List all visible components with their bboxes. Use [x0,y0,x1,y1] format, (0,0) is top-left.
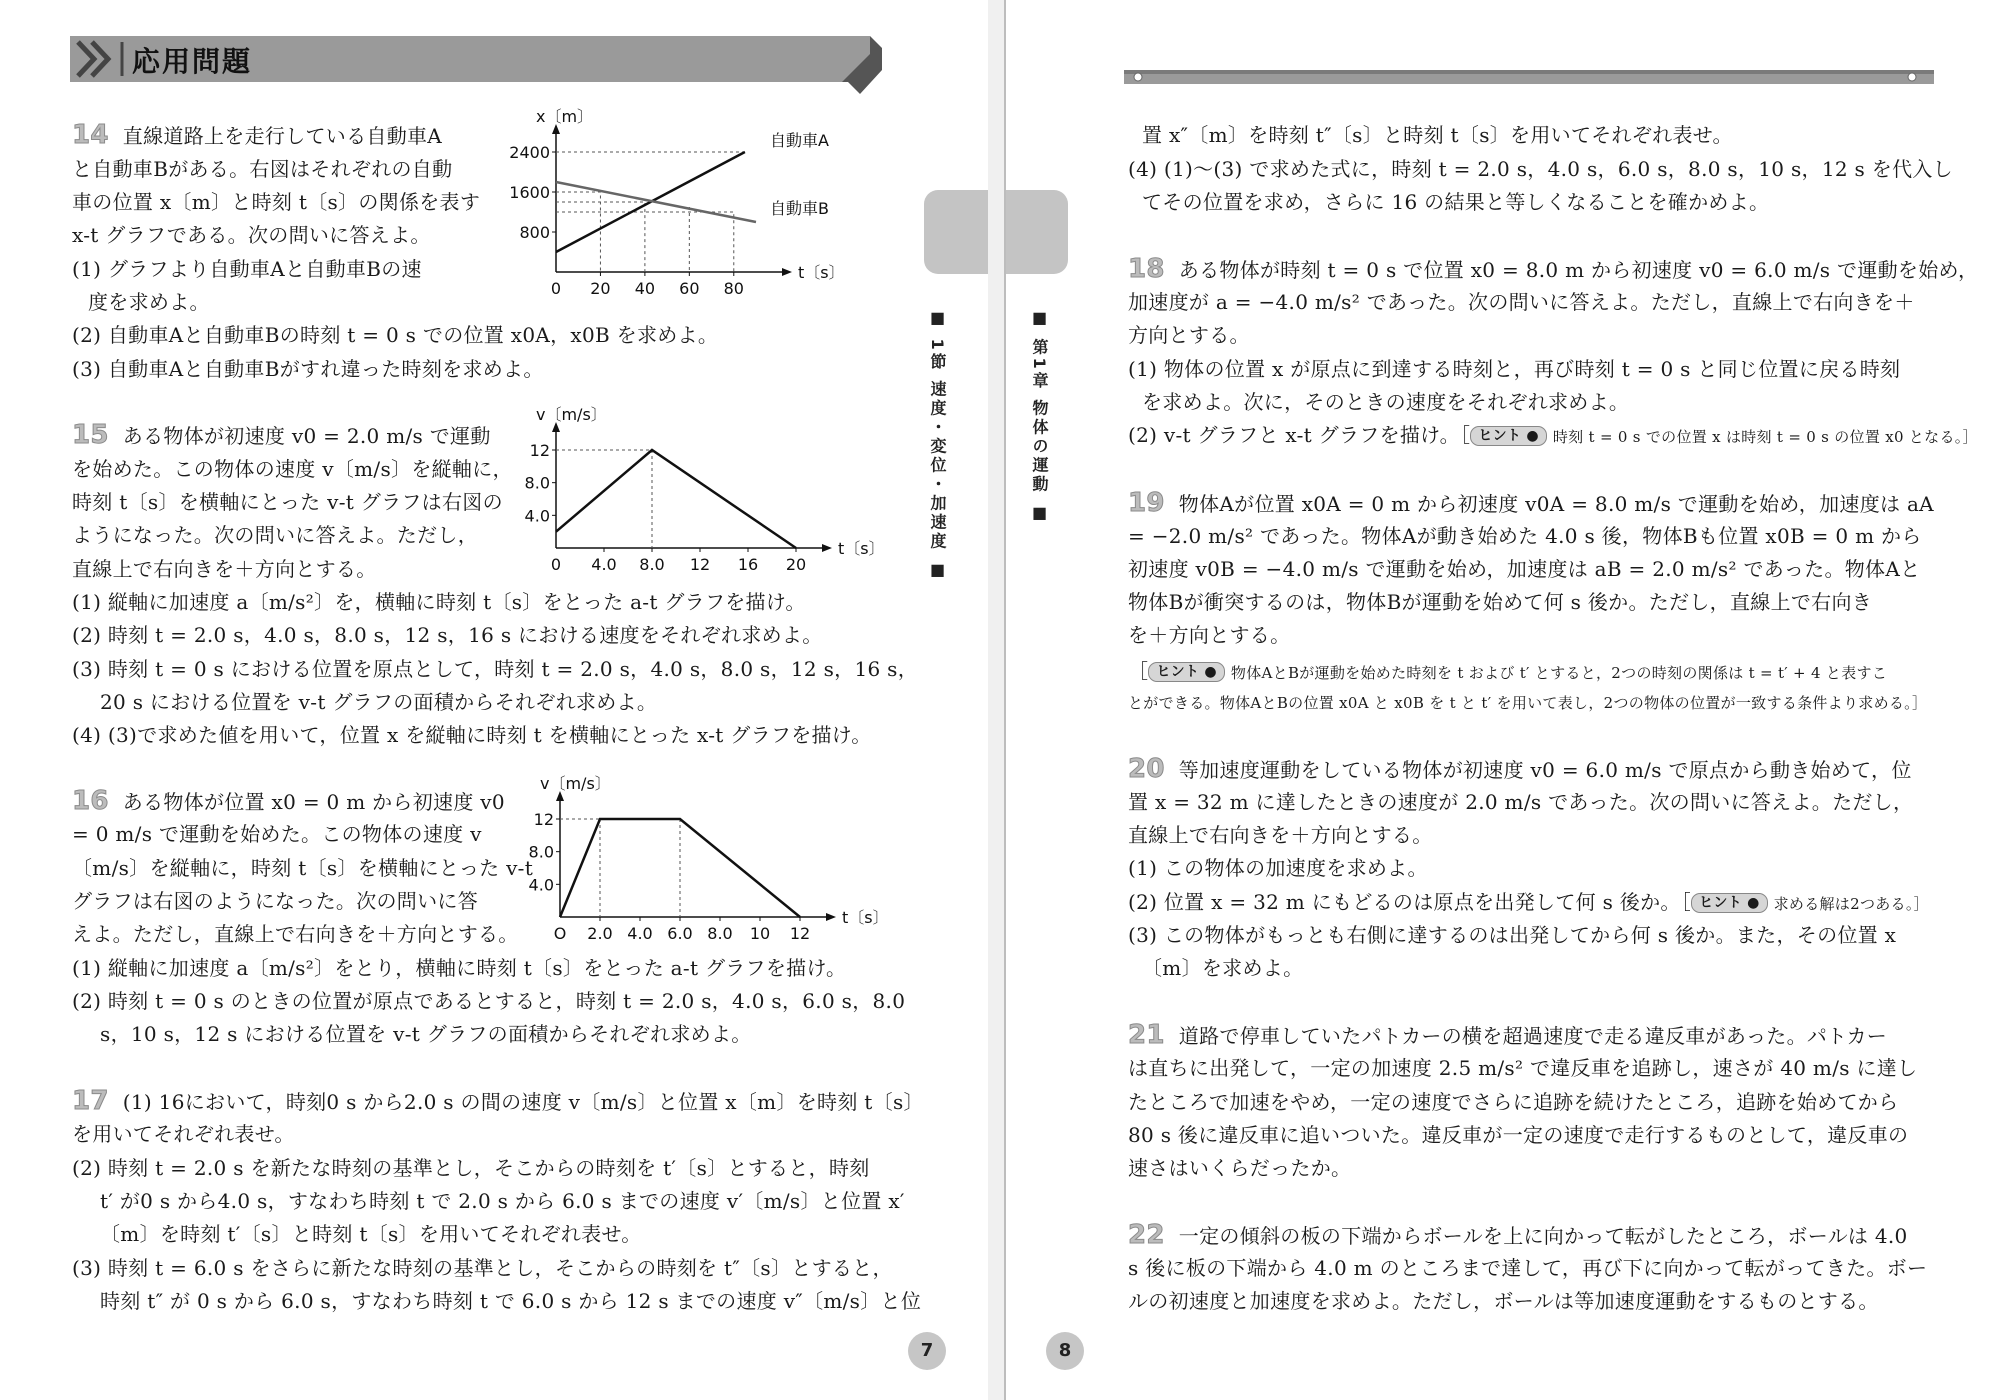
text-line [72,589,806,615]
line-text: (3) 時刻 t = 6.0 s をさらに新たな時刻の基準とし，そこからの時刻を t″〔s〕とすると， [72,1256,893,1280]
line-text: 車の位置 x〔m〕と時刻 t〔s〕の関係を表す [72,190,481,214]
line-text: (2) v-t グラフと x-t グラフを描け。［ [1128,423,1471,447]
page-title: 応用問題 [132,45,253,78]
book-gutter [988,0,1004,1400]
origin-label: 0 [550,555,562,574]
text-line [72,489,503,515]
text-line [1128,322,1250,348]
section-tab [924,190,988,274]
line-text: 物体Aが位置 x0A = 0 m から初速度 v0A = 8.0 m/s で運動を始め，加速度は aA [1178,492,1934,516]
x-tick-label: 80 [723,279,744,298]
text-line [1128,1089,1898,1115]
text-line [72,1121,295,1147]
line-text: (1) 16において，時刻0 s から2.0 s の間の速度 v〔m/s〕と位置 x〔m〕を時刻 t〔s〕 [122,1090,924,1114]
problem-14-start [72,122,442,149]
problem-19-start [1128,490,1934,517]
line-text: ［ [1128,659,1149,683]
line-text: (2) 時刻 t = 2.0 s を新たな時刻の基準とし，そこからの時刻を t′〔s〕とすると，時刻 [72,1156,870,1180]
hint-badge: ヒント ● [1470,426,1547,446]
line-text: (2) 位置 x = 32 m にもどるのは原点を出発して何 s 後か。［ [1128,890,1692,914]
text-line [1128,356,1900,382]
hint-text: 時刻 t = 0 s での位置 x は時刻 t = 0 s の位置 x0 となる。］ [1552,428,1978,446]
line-text: 加速度が a = −4.0 m/s² であった。次の問いに答えよ。ただし，直線上で右向きを＋ [1128,290,1915,314]
line-text: 一定の傾斜の板の下端からボールを上に向かって転がしたところ，ボールは 4.0 [1178,1224,1908,1248]
text-line [1128,855,1428,881]
line-text: 直線道路上を走行している自動車A [122,124,443,148]
text-line [1128,822,1433,848]
text-line [1128,1122,1908,1148]
x-arrow-icon [822,544,832,552]
line-text: 初速度 v0B = −4.0 m/s で運動を始め，加速度は aB = 2.0 m/s² であった。物体Aと [1128,557,1921,581]
text-line [1128,589,1872,615]
text-line [72,921,519,947]
line-text: 等加速度運動をしている物体が初速度 v0 = 6.0 m/s で原点から動き始めて，位 [1178,758,1912,782]
x-tick-label: 6.0 [667,924,693,943]
text-line [72,622,823,648]
text-line [1128,1255,1927,1281]
x-tick-label: 16 [737,555,759,574]
x-tick-label: 20 [590,279,611,298]
hint-text: 物体AとBが運動を始めた時刻を t および t′ とすると，2つの時刻の関係は t = t′ + 4 と表すこ [1230,664,1888,682]
line-text: ようになった。次の問いに答えよ。ただし， [72,523,478,547]
header-rule [1124,68,1934,88]
y-axis-label: x〔m〕 [536,107,594,126]
x-tick-label: 4.0 [627,924,653,943]
text-line [72,988,905,1014]
line-text: (1) 物体の位置 x が原点に到達する時刻と，再び時刻 t = 0 s と同じ位置に戻る時刻 [1128,357,1901,381]
line-text: (1) 縦軸に加速度 a〔m/s²〕を，横軸に時刻 t〔s〕をとった a-t グラフを描け。 [72,590,806,614]
line-text: (1) 縦軸に加速度 a〔m/s²〕をとり，横軸に時刻 t〔s〕をとった a-t グラフを描け。 [72,956,847,980]
line-text: 時刻 t〔s〕を横軸にとった v-t グラフは右図の [72,490,503,514]
line-text: を用いてそれぞれ表せ。 [72,1122,295,1146]
line-text: ある物体が初速度 v0 = 2.0 m/s で運動 [122,424,491,448]
x-tick-label: 2.0 [587,924,613,943]
problem-number: 21 [1128,1020,1165,1050]
line-text: たところで加速をやめ，一定の速度でさらに追跡を続けたところ，追跡を始めてから [1128,1090,1899,1114]
line-text: を始めた。この物体の速度 v〔m/s〕を縦軸に， [72,457,513,481]
line-text: を求めよ。次に，そのときの速度をそれぞれ求めよ。 [1142,390,1630,414]
line-text: (3) この物体がもっとも右側に達するのは出発してから何 s 後か。また，その位置 x [1128,923,1897,947]
x-tick-label: 12 [789,924,811,943]
graph-problem-16 [506,774,889,943]
problem-22-start [1128,1222,1908,1249]
chapter-tab [1006,190,1068,274]
graph-problem-15 [506,405,885,578]
line-text: 〔m〕を時刻 t′〔s〕と時刻 t〔s〕を用いてそれぞれ表せ。 [100,1222,642,1246]
x-axis-label: t〔s〕 [838,539,885,558]
hint-text: 求める解は2つある。］ [1773,895,1929,913]
x-tick-label: 10 [749,924,771,943]
line-text: 速さはいくらだったか。 [1128,1156,1352,1180]
text-line [1128,789,1913,815]
line-text: s 後に板の下端から 4.0 m のところまで達して，再び下に向かって転がってきた。ボー [1128,1256,1928,1280]
text-line [72,189,480,215]
line-text: 80 s 後に違反車に追いついた。違反車が一定の速度で走行するものとして，違反車の [1128,1123,1909,1147]
line-text: えよ。ただし，直線上で右向きを＋方向とする。 [72,922,519,946]
text-line [1128,690,1927,716]
line-text: 物体Bが衝突するのは，物体Bが運動を始めて何 s 後か。ただし，直線上で右向き [1128,590,1873,614]
line-text: ある物体が時刻 t = 0 s で位置 x0 = 8.0 m から初速度 v0 = 6.0 m/s で運動を始め， [1178,258,1979,282]
text-line [88,289,210,315]
line-text: (2) 時刻 t = 2.0 s，4.0 s，8.0 s，12 s，16 s における速度をそれぞれ求めよ。 [72,623,823,647]
x-tick-label: 60 [679,279,700,298]
hint-badge: ヒント ● [1148,662,1225,682]
problem-number: 17 [72,1086,109,1116]
text-line [1142,189,1769,215]
line-text: x-t グラフである。次の問いに答えよ。 [72,223,431,247]
x-tick-label: 8.0 [639,555,665,574]
line-text: 直線上で右向きを＋方向とする。 [72,557,377,581]
line-text: ある物体が位置 x0 = 0 m から初速度 v0 [122,790,505,814]
text-line [1128,889,1929,917]
text-line [72,556,377,582]
line-text: s，10 s，12 s における位置を v-t グラフの面積からそれぞれ求めよ。 [100,1022,752,1046]
y-tick-label: 1600 [509,183,550,202]
y-tick-label: 4.0 [528,875,554,895]
text-line [72,722,872,748]
x-tick-label: 4.0 [591,555,617,574]
problem-number: 15 [72,420,109,450]
y-tick-label: 800 [519,223,550,242]
line-text: (2) 時刻 t = 0 s のときの位置が原点であるとすると，時刻 t = 2.0 s，4.0 s，6.0 s，8.0 [72,989,906,1013]
text-line [100,689,657,715]
line-text: = −2.0 m/s² であった。物体Aが動き始めた 4.0 s 後，物体Bも位置 x0B = 0 m から [1128,524,1922,548]
problem-number: 22 [1128,1220,1165,1250]
text-line [1142,122,1733,148]
hint-badge: ヒント ● [1691,893,1768,913]
x-tick-label: 20 [785,555,807,574]
text-line [1128,422,1978,450]
line-text: 〔m〕を求めよ。 [1142,956,1304,980]
line-text: 置 x″〔m〕を時刻 t″〔s〕と時刻 t〔s〕を用いてそれぞれ表せ。 [1142,123,1733,147]
problem-number: 19 [1128,488,1165,518]
line-text: 20 s における位置を v-t グラフの面積からそれぞれ求めよ。 [100,690,658,714]
line-text: (4) (3)で求めた値を用いて，位置 x を縦軸に時刻 t を横軸にとった x-t グラフを描け。 [72,723,872,747]
problem-21-start [1128,1022,1887,1049]
y-tick-label: 4.0 [524,506,550,526]
guide-line [556,450,652,548]
text-line [100,1021,752,1047]
text-line [1128,1055,1917,1081]
line-text: (3) 自動車Aと自動車Bがすれ違った時刻を求めよ。 [72,357,544,381]
text-line [1128,156,1953,182]
text-line [72,1255,893,1281]
line-text: 時刻 t″ が 0 s から 6.0 s，すなわち時刻 t で 6.0 s から 12 s までの速度 v″〔m/s〕と位 [100,1289,922,1313]
text-line [72,356,544,382]
text-line [1142,389,1629,415]
y-tick-label: 8.0 [528,842,554,862]
series-label: 自動車B [770,199,829,218]
text-line [100,1188,905,1214]
text-line [72,256,422,282]
x-tick-label: 8.0 [707,924,733,943]
line-text: てその位置を求め，さらに 16 の結果と等しくなることを確かめよ。 [1142,190,1770,214]
y-tick-label: 12 [529,441,550,460]
line-text: 道路で停車していたパトカーの横を超過速度で走る違反車があった。パトカー [1178,1024,1888,1048]
line-text: (1) この物体の加速度を求めよ。 [1128,856,1428,880]
line-text: (1) グラフより自動車Aと自動車Bの速 [72,257,422,281]
problem-number: 14 [72,120,109,150]
problem-18-start [1128,256,1978,283]
chapter-label: ■ 第1章 物体の運動 ■ [1030,308,1049,525]
problem-17-start [72,1088,924,1115]
line-text: (4) (1)～(3) で求めた式に，時刻 t = 2.0 s，4.0 s，6.0 s，8.0 s，10 s，12 s を代入し [1128,157,1953,181]
graph-problem-14 [506,107,846,302]
origin-label: 0 [550,279,562,298]
y-tick-label: 2400 [509,143,550,162]
page-number: 7 [908,1332,946,1370]
line-text: (3) 時刻 t = 0 s における位置を原点として，時刻 t = 2.0 s，4.0 s，8.0 s，12 s，16 s， [72,657,919,681]
y-axis-label: v〔m/s〕 [540,774,611,793]
origin-label: O [553,924,567,943]
text-line [72,1155,870,1181]
text-line [1128,922,1896,948]
x-tick-label: 12 [689,555,711,574]
problem-20-start [1128,756,1912,783]
line-text: 〔m/s〕を縦軸に，時刻 t〔s〕を横軸にとった v-t [72,856,534,880]
line-text: と自動車Bがある。右図はそれぞれの自動 [72,157,453,181]
y-tick-label: 12 [533,810,554,829]
text-line [72,522,478,548]
text-line [72,888,478,914]
text-line [72,855,533,881]
x-arrow-icon [826,913,836,921]
text-line [1128,1288,1879,1314]
x-arrow-icon [782,268,792,276]
text-line [100,1288,921,1314]
text-line [72,456,513,482]
right-page [1004,0,1994,1400]
series-line [556,450,796,548]
text-line [72,821,482,847]
text-line [1128,289,1915,315]
y-tick-label: 8.0 [524,473,550,493]
problem-number: 16 [72,786,109,816]
text-line [100,1221,642,1247]
line-text: ルの初速度と加速度を求めよ。ただし，ボールは等加速度運動をするものとする。 [1128,1289,1879,1313]
line-text: (2) 自動車Aと自動車Bの時刻 t = 0 s での位置 x0A，x0B を求めよ。 [72,323,719,347]
line-text: t′ が0 s から4.0 s，すなわち時刻 t で 2.0 s から 6.0 s までの速度 v′〔m/s〕と位置 x′ [100,1189,905,1213]
line-text: を＋方向とする。 [1128,623,1291,647]
left-page [0,0,990,1400]
problem-number: 20 [1128,754,1165,784]
text-line [1128,658,1887,686]
text-line [72,656,918,682]
line-text: は直ちに出発して，一定の加速度 2.5 m/s² で違反車を追跡し，速さが 40 m/s に達し [1128,1056,1918,1080]
problem-15-start [72,422,491,449]
text-line [1128,556,1920,582]
line-text: 方向とする。 [1128,323,1250,347]
line-text: = 0 m/s で運動を始めた。この物体の速度 v [72,822,482,846]
line-text: 直線上で右向きを＋方向とする。 [1128,823,1433,847]
series-label: 自動車A [770,131,829,150]
text-line [72,222,431,248]
line-text: グラフは右図のようになった。次の問いに答 [72,889,478,913]
problem-16-start [72,788,505,815]
text-line [72,955,846,981]
line-text: 度を求めよ。 [88,290,210,314]
line-text: とができる。物体AとBの位置 x0A と x0B を t と t′ を用いて表し，2つの物体の位置が一致する条件より求める。］ [1128,694,1928,712]
line-text: 置 x = 32 m に達したときの速度が 2.0 m/s であった。次の問いに答えよ。ただし， [1128,790,1914,814]
section-label: ■ 1節 速度・変位・加速度 ■ [928,308,947,582]
x-tick-label: 40 [634,279,656,298]
text-line [1128,622,1290,648]
text-line [72,322,718,348]
text-line [1128,1155,1351,1181]
text-line [72,156,452,182]
x-axis-label: t〔s〕 [798,263,845,282]
problem-number: 18 [1128,254,1165,284]
text-line [1142,955,1303,981]
x-axis-label: t〔s〕 [842,908,889,927]
page-number: 8 [1046,1332,1084,1370]
y-axis-label: v〔m/s〕 [536,405,607,424]
text-line [1128,523,1922,549]
